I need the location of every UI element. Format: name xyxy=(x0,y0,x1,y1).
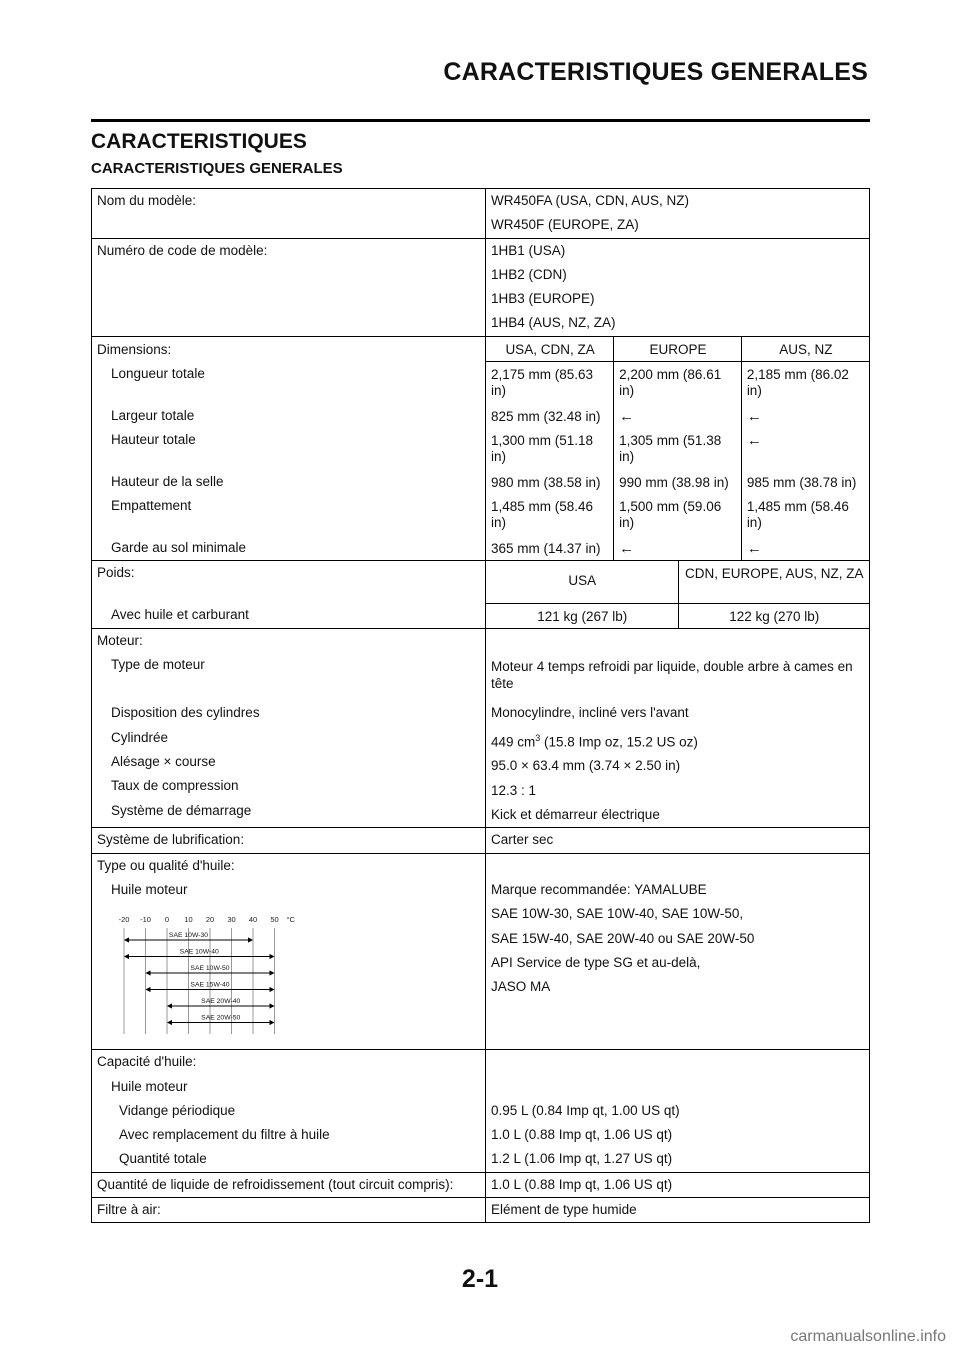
dim-row-label: Empattement xyxy=(111,498,192,514)
engine-value: 449 $cm^3$ (15.8 Imp oz, 15.2 US oz) xyxy=(491,732,698,750)
same-as-left-arrow: ← xyxy=(746,539,762,557)
watermark: carmanualsonline.info xyxy=(790,1328,946,1345)
chart-range-arrow-right xyxy=(248,938,253,943)
chart-series-label: SAE 15W-40 xyxy=(190,981,230,989)
chart-range-arrow-left xyxy=(124,938,129,943)
model-label: Nom du modèle: xyxy=(97,193,197,208)
engine-row-label: Cylindrée xyxy=(111,729,169,745)
weight-row-label: Avec huile et carburant xyxy=(111,607,249,623)
oil-type-sub-label: Huile moteur xyxy=(111,881,188,897)
engine-label: Moteur: xyxy=(97,633,143,649)
oil-type-value: Marque recommandée: YAMALUBE xyxy=(491,881,707,897)
dimensions-label: Dimensions: xyxy=(97,341,172,357)
dim-cell: 2,200 mm (86.61 in) xyxy=(619,366,722,398)
viscosity-chart xyxy=(92,902,485,1049)
dim-cell: 1,305 mm (51.38 in) xyxy=(619,432,722,464)
engine-row-label: Alésage × course xyxy=(111,753,216,769)
same-as-left-arrow: ← xyxy=(619,539,635,557)
row-oil-capacity xyxy=(92,1050,870,1172)
dim-cell: 980 mm (38.58 in) xyxy=(491,474,601,490)
chart-range-arrow-left xyxy=(146,987,151,992)
row-engine xyxy=(92,629,870,828)
dim-col-header: EUROPE xyxy=(649,341,707,357)
oil-capacity-value: 1.2 L (1.06 Imp qt, 1.27 US qt) xyxy=(491,1151,673,1167)
dim-col-header: AUS, NZ xyxy=(779,341,833,357)
running-header: CARACTERISTIQUES GENERALES xyxy=(443,58,868,86)
chart-tick-label: 50 xyxy=(270,915,279,925)
air-filter-value: Elément de type humide xyxy=(491,1202,637,1218)
same-as-left-arrow: ← xyxy=(746,431,762,449)
row-lubrication xyxy=(92,828,870,853)
oil-capacity-row-label: Vidange périodique xyxy=(119,1102,236,1118)
model-code-value: 1HB2 (CDN) xyxy=(491,266,567,282)
chart-tick-label: 40 xyxy=(248,915,258,925)
chart-unit-label: °C xyxy=(286,915,295,925)
weight-value: 122 kg (270 lb) xyxy=(729,609,820,625)
model-code-value: 1HB1 (USA) xyxy=(491,242,566,258)
coolant-value: 1.0 L (0.88 Imp qt, 1.06 US qt) xyxy=(491,1176,673,1192)
oil-capacity-value: 0.95 L (0.84 Imp qt, 1.00 US qt) xyxy=(491,1102,680,1118)
chart-series-label: SAE 20W-40 xyxy=(201,998,241,1006)
model-code-value: 1HB3 (EUROPE) xyxy=(491,291,595,307)
row-air-filter xyxy=(92,1198,870,1223)
chart-tick-label: 30 xyxy=(227,915,236,925)
chart-range-arrow-right xyxy=(270,987,275,992)
row-coolant xyxy=(92,1172,870,1197)
oil-capacity-value: 1.0 L (0.88 Imp qt, 1.06 US qt) xyxy=(491,1127,673,1143)
coolant-label: Quantité de liquide de refroidissement (tout circuit compris): xyxy=(97,1176,454,1192)
dim-cell: 1,300 mm (51.18 in) xyxy=(491,432,594,464)
dim-cell: 2,185 mm (86.02 in) xyxy=(746,366,849,398)
model-value: WR450F (EUROPE, ZA) xyxy=(491,217,639,233)
oil-capacity-label: Capacité d'huile: xyxy=(97,1054,197,1070)
chart-range-arrow-left xyxy=(146,971,151,976)
dim-cell: 365 mm (14.37 in) xyxy=(491,540,601,556)
dim-col-header: USA, CDN, ZA xyxy=(505,341,595,357)
row-model-code xyxy=(92,238,870,336)
chart-range-arrow-left xyxy=(124,954,129,959)
dim-cell: 985 mm (38.78 in) xyxy=(746,474,857,490)
oil-capacity-sub-label: Huile moteur xyxy=(111,1078,188,1094)
chart-tick-label: -10 xyxy=(140,915,151,925)
dim-row-label: Longueur totale xyxy=(111,366,205,382)
same-as-left-arrow: ← xyxy=(619,407,635,425)
spec-table xyxy=(91,188,870,1223)
section-subtitle: CARACTERISTIQUES GENERALES xyxy=(91,160,343,177)
weight-label: Poids: xyxy=(97,565,135,581)
dim-cell: 1,485 mm (58.46 in) xyxy=(746,498,849,530)
header-rule xyxy=(91,119,870,122)
engine-row-label: Disposition des cylindres xyxy=(111,705,260,721)
chart-tick-label: 10 xyxy=(184,915,193,925)
air-filter-label: Filtre à air: xyxy=(97,1202,161,1218)
dim-row-label: Garde au sol minimale xyxy=(111,540,247,556)
chart-tick-label: 0 xyxy=(164,915,170,925)
chart-series-label: SAE 10W-30 xyxy=(168,932,209,940)
oil-type-value: API Service de type SG et au-delà, xyxy=(491,954,701,970)
engine-row-label: Type de moteur xyxy=(111,657,205,673)
weight-subtable xyxy=(486,561,869,628)
chart-range-arrow-right xyxy=(270,1004,275,1009)
dim-row-label: Largeur totale xyxy=(111,408,195,424)
dim-row-label: Hauteur de la selle xyxy=(111,474,224,490)
row-weight xyxy=(92,561,870,629)
chart-series-label: SAE 20W-50 xyxy=(201,1014,241,1022)
engine-value: 12.3 : 1 xyxy=(491,782,537,798)
row-model xyxy=(92,189,870,239)
engine-value: Kick et démarreur électrique xyxy=(491,807,660,823)
weight-col-header: USA xyxy=(568,573,597,589)
dim-row-label: Hauteur totale xyxy=(111,432,196,448)
chart-range-arrow-right xyxy=(270,971,275,976)
oil-type-value: SAE 10W-30, SAE 10W-40, SAE 10W-50, xyxy=(491,906,744,922)
weight-col-header: CDN, EUROPE, AUS, NZ, ZA xyxy=(684,566,864,582)
lubrication-label: Système de lubrification: xyxy=(97,832,245,848)
engine-value: Moteur 4 temps refroidi par liquide, double arbre à cames en tête xyxy=(491,659,853,692)
chart-range-arrow-left xyxy=(167,1020,172,1025)
chart-series-label: SAE 10W-50 xyxy=(190,965,230,973)
chart-series-label: SAE 10W-40 xyxy=(179,948,219,956)
engine-row-label: Système de démarrage xyxy=(111,802,252,818)
dim-cell: 2,175 mm (85.63 in) xyxy=(491,366,594,398)
dim-cell: 1,485 mm (58.46 in) xyxy=(491,498,594,530)
model-value: WR450FA (USA, CDN, AUS, NZ) xyxy=(491,193,690,208)
oil-type-value: SAE 15W-40, SAE 20W-40 ou SAE 20W-50 xyxy=(491,930,755,946)
section-title: CARACTERISTIQUES xyxy=(91,130,307,153)
model-code-value: 1HB4 (AUS, NZ, ZA) xyxy=(491,315,616,331)
lubrication-value: Carter sec xyxy=(491,832,554,848)
chart-tick-label: -20 xyxy=(118,915,130,925)
oil-type-value: JASO MA xyxy=(491,979,551,995)
viscosity-chart-svg xyxy=(102,912,302,1036)
chart-tick-label: 20 xyxy=(205,915,215,925)
model-code-label: Numéro de code de modèle: xyxy=(97,242,268,258)
chart-range-arrow-left xyxy=(167,1004,172,1009)
chart-range-arrow-right xyxy=(270,954,275,959)
dim-cell: 990 mm (38.98 in) xyxy=(619,474,729,490)
engine-value: 95.0 × 63.4 mm (3.74 × 2.50 in) xyxy=(491,758,681,774)
row-oil-type xyxy=(92,853,870,1050)
oil-type-label: Type ou qualité d'huile: xyxy=(97,857,235,873)
row-dimensions xyxy=(92,336,870,560)
oil-capacity-row-label: Avec remplacement du filtre à huile xyxy=(119,1127,330,1143)
same-as-left-arrow: ← xyxy=(746,407,762,425)
chart-range-arrow-right xyxy=(270,1020,275,1025)
dimensions-subtable xyxy=(486,337,869,560)
dim-cell: 1,500 mm (59.06 in) xyxy=(619,498,722,530)
engine-row-label: Taux de compression xyxy=(111,778,239,794)
page-number: 2-1 xyxy=(461,1265,499,1293)
oil-capacity-row-label: Quantité totale xyxy=(119,1151,207,1167)
engine-value: Monocylindre, incliné vers l'avant xyxy=(491,705,689,721)
weight-value: 121 kg (267 lb) xyxy=(537,609,628,625)
dim-cell: 825 mm (32.48 in) xyxy=(491,408,601,424)
